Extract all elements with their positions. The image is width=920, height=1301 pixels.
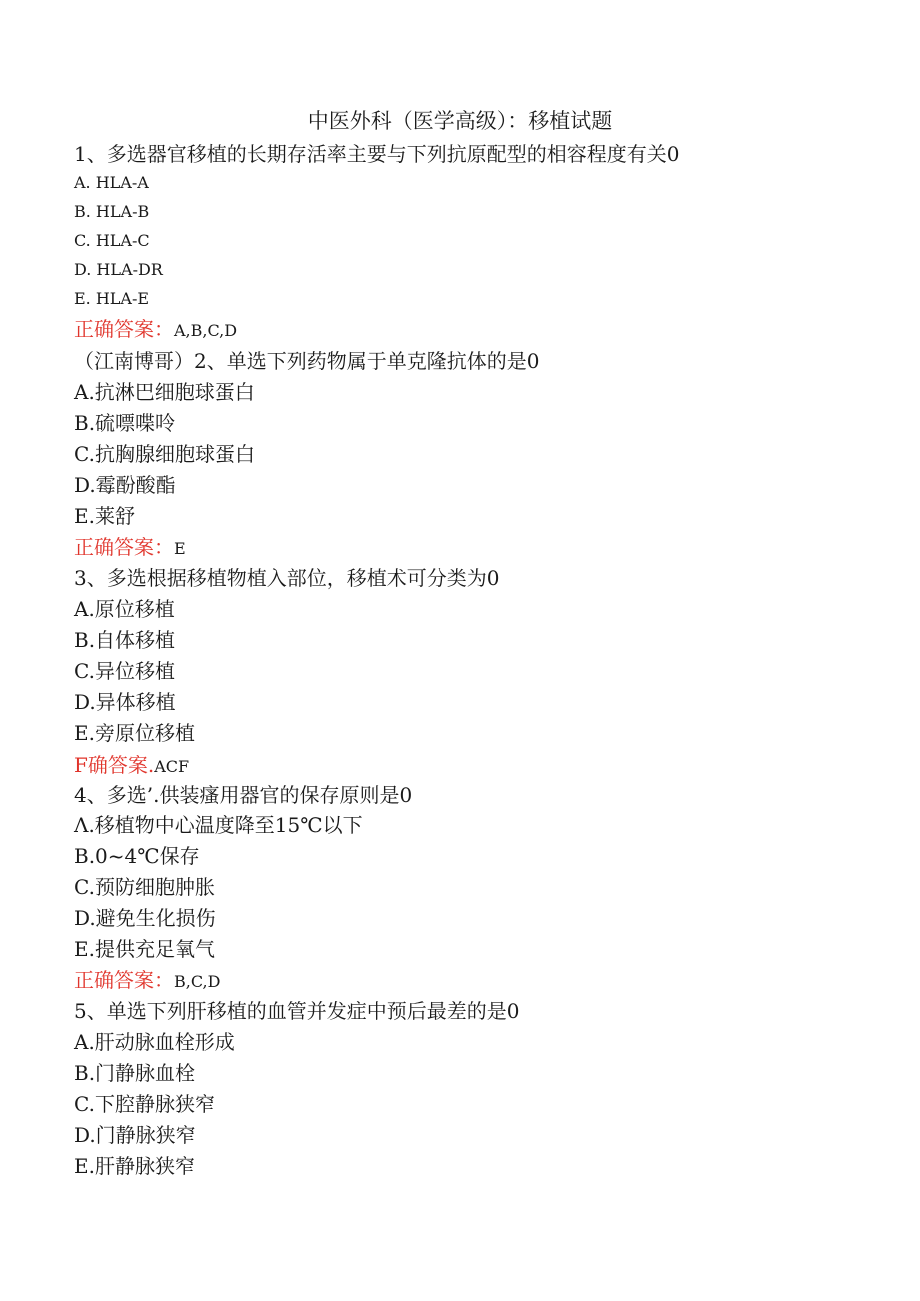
question-3-option-b: B.自体移植 xyxy=(74,628,176,652)
question-2-option-c: C.抗胸腺细胞球蛋白 xyxy=(74,442,255,466)
answer-value: A,B,C,D xyxy=(174,321,238,340)
answer-value: E xyxy=(174,539,186,558)
question-3-option-e: E.旁原位移植 xyxy=(74,721,195,745)
question-1-answer xyxy=(74,314,237,346)
question-1-option-e: E. HLA-E xyxy=(74,289,150,308)
question-5-option-d: D.门静脉狭窄 xyxy=(74,1123,196,1147)
question-1-stem: 1、多选器官移植的长期存活率主要与下列抗原配型的相容程度有关0 xyxy=(74,142,680,166)
question-3-stem: 3、多选根据移植物植入部位，移植术可分类为0 xyxy=(74,566,500,590)
answer-label: F确答案. xyxy=(74,753,155,777)
question-4-option-b: B.0~4℃保存 xyxy=(74,844,200,868)
question-2-option-a: A.抗淋巴细胞球蛋白 xyxy=(74,380,255,404)
answer-value: ACF xyxy=(154,757,190,776)
answer-label: 正确答案： xyxy=(74,535,174,559)
question-1-option-a: A. HLA-A xyxy=(74,173,149,192)
question-4-option-c: C.预防细胞肿胀 xyxy=(74,875,215,899)
question-4-option-a: Λ.移植物中心温度降至15℃以下 xyxy=(74,813,363,837)
question-5-option-a: A.肝动脉血栓形成 xyxy=(74,1030,235,1054)
answer-value: B,C,D xyxy=(174,972,221,991)
document-title: 中医外科（医学高级）：移植试题 xyxy=(307,109,613,133)
question-3-option-a: A.原位移植 xyxy=(74,597,175,621)
question-2-option-b: B.硫嘌喋呤 xyxy=(74,411,176,435)
question-1-option-d: D. HLA-DR xyxy=(74,260,163,279)
question-4-answer xyxy=(74,965,220,997)
question-3-option-d: D.异体移植 xyxy=(74,690,176,714)
answer-label: 正确答案： xyxy=(74,968,174,992)
question-5-option-c: C.下腔静脉狭窄 xyxy=(74,1092,215,1116)
question-1-option-b: B. HLA-B xyxy=(74,202,150,221)
answer-label: 正确答案： xyxy=(74,317,174,341)
question-4-option-d: D.避免生化损伤 xyxy=(74,906,216,930)
question-3-answer xyxy=(74,750,189,782)
question-2-answer xyxy=(74,532,186,564)
question-4-stem: 4、多选’.供装瘙用器官的保存原则是0 xyxy=(74,783,413,807)
question-2-stem: （江南博哥）2、单选下列药物属于单克隆抗体的是0 xyxy=(74,349,540,373)
question-2-option-d: D.霉酚酸酯 xyxy=(74,473,176,497)
question-4-option-e: E.提供充足氧气 xyxy=(74,937,215,961)
question-1-option-c: C. HLA-C xyxy=(74,231,150,250)
question-5-stem: 5、单选下列肝移植的血管并发症中预后最差的是0 xyxy=(74,999,520,1023)
question-5-option-b: B.门静脉血栓 xyxy=(74,1061,196,1085)
question-5-option-e: E.肝静脉狭窄 xyxy=(74,1154,195,1178)
question-2-option-e: E.莱舒 xyxy=(74,504,135,528)
question-3-option-c: C.异位移植 xyxy=(74,659,175,683)
